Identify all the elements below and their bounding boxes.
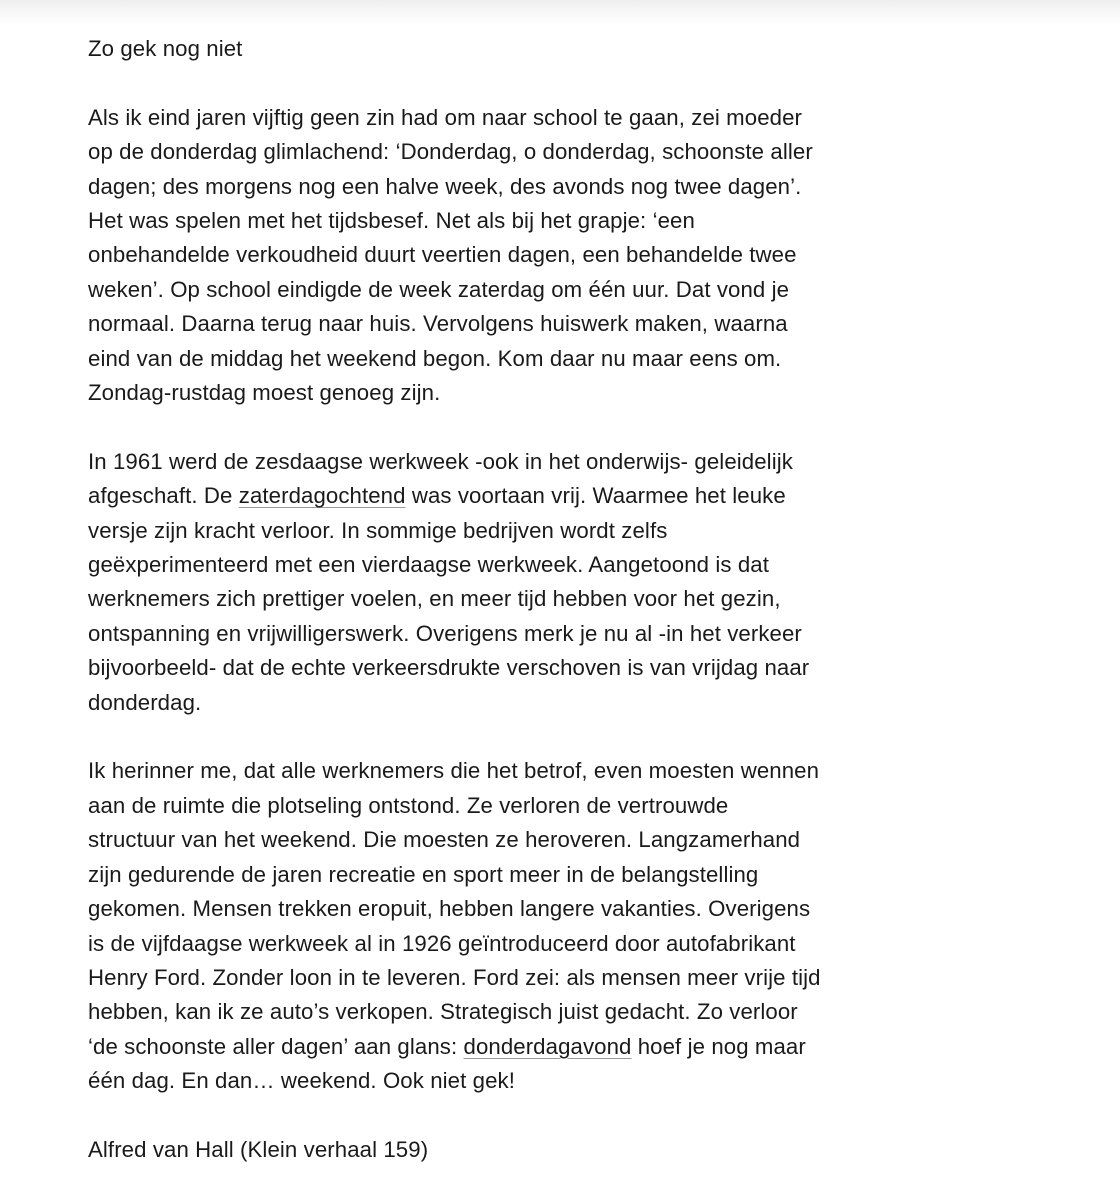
text-line: hebben, kan ik ze auto’s verkopen. Strategisch juist gedacht. Zo verloor — [88, 999, 798, 1025]
author-signature: Alfred van Hall (Klein verhaal 159) — [88, 1136, 429, 1162]
text-line: één dag. En dan… weekend. Ook niet gek! — [88, 1068, 515, 1094]
data-detector-link-donderdagavond[interactable]: donderdagavond — [463, 1033, 632, 1059]
text-line: Henry Ford. Zonder loon in te leveren. Ford zei: als mensen meer vrije tijd — [88, 964, 821, 990]
text-line: geëxperimenteerd met een vierdaagse werkweek. Aangetoond is dat — [88, 552, 769, 578]
text-line — [88, 1030, 868, 1064]
text-line: onbehandelde verkoudheid duurt veertien dagen, een behandelde twee — [88, 242, 797, 268]
text-segment: was voortaan vrij. Waarmee het leuke — [405, 483, 786, 509]
note-body[interactable] — [88, 32, 868, 1200]
text-line: dagen; des morgens nog een halve week, des avonds nog twee dagen’. — [88, 173, 802, 199]
text-line: gekomen. Mensen trekken eropuit, hebben langere vakanties. Overigens — [88, 896, 811, 922]
text-line: werknemers zich prettiger voelen, en meer tijd hebben voor het gezin, — [88, 586, 781, 612]
text-line — [88, 479, 868, 513]
data-detector-link-zaterdagochtend[interactable]: zaterdagochtend — [238, 483, 406, 509]
text-line: Als ik eind jaren vijftig geen zin had om naar school te gaan, zei moeder — [88, 104, 803, 130]
text-line: bijvoorbeeld- dat de echte verkeersdrukte verschoven is van vrijdag naar — [88, 655, 810, 681]
text-line: eind van de middag het weekend begon. Kom daar nu maar eens om. — [88, 345, 782, 371]
text-line: normaal. Daarna terug naar huis. Vervolgens huiswerk maken, waarna — [88, 311, 788, 337]
text-line: donderdag. — [88, 689, 202, 715]
top-edge-shadow — [0, 0, 1120, 26]
text-line: is de vijfdaagse werkweek al in 1926 geïntroduceerd door autofabrikant — [88, 930, 796, 956]
text-segment: afgeschaft. De — [88, 483, 239, 509]
text-line: Het was spelen met het tijdsbesef. Net als bij het grapje: ‘een — [88, 208, 695, 234]
text-line: aan de ruimte die plotseling ontstond. Ze verloren de vertrouwde — [88, 792, 729, 818]
text-line: zijn gedurende de jaren recreatie en sport meer in de belangstelling — [88, 861, 759, 887]
text-line: ontspanning en vrijwilligerswerk. Overigens merk je nu al -in het verkeer — [88, 620, 802, 646]
text-line: op de donderdag glimlachend: ‘Donderdag, o donderdag, schoonste aller — [88, 139, 813, 165]
text-line: Ik herinner me, dat alle werknemers die het betrof, even moesten wennen — [88, 758, 820, 784]
text-line: structuur van het weekend. Die moesten ze heroveren. Langzamerhand — [88, 827, 801, 853]
paragraph-1 — [88, 101, 868, 411]
text-line: Zondag-rustdag moest genoeg zijn. — [88, 380, 441, 406]
text-segment: hoef je nog maar — [631, 1033, 806, 1059]
text-line: In 1961 werd de zesdaagse werkweek -ook in het onderwijs- geleidelijk — [88, 448, 793, 474]
paragraph-2 — [88, 445, 868, 720]
text-segment: ‘de schoonste aller dagen’ aan glans: — [88, 1033, 464, 1059]
note-title: Zo gek nog niet — [88, 36, 243, 61]
text-line: versje zijn kracht verloor. In sommige bedrijven wordt zelfs — [88, 517, 668, 543]
text-line: weken’. Op school eindigde de week zaterdag om één uur. Dat vond je — [88, 276, 790, 302]
paragraph-3 — [88, 754, 868, 1098]
